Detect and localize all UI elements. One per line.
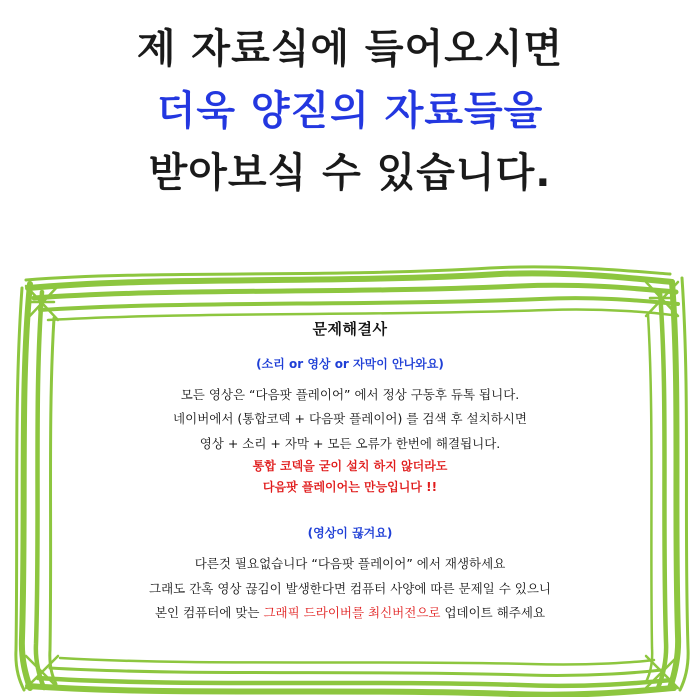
section1-warning-line-2: 다음팟 플레이어는 만능입니다 !! [262, 480, 438, 495]
section-troubleshoot-audio-video [60, 355, 640, 498]
green-sketch-frame [0, 258, 700, 697]
section-divider-gap [60, 498, 640, 518]
section1-line-3: 영상 + 소리 + 자막 + 모든 오류가 한번에 해결됩니다. [199, 435, 501, 451]
section1-warning-line-1: 통합 코덱을 굳이 설치 하지 않더라도 [252, 459, 448, 474]
panel-title: 문제해결사 [312, 320, 388, 338]
headline-line-1: 제 자료싴에 듴어오시면 [136, 26, 564, 72]
headline-block [0, 0, 700, 204]
section2-line-2: 그래도 간혹 영상 끊김이 발생한다면 컴퓨터 사양에 따른 문제일 수 있으니 [149, 580, 551, 596]
section2-last-line [60, 601, 640, 625]
section2-last-line-prefix: 본인 컴퓨터에 맞는 [154, 604, 264, 620]
section1-heading: (소리 or 영상 or 자막이 안나와요) [256, 357, 444, 371]
info-panel [60, 318, 640, 625]
section2-last-line-highlight: 그래픽 드라이버를 최신버전으로 [263, 604, 441, 620]
section-troubleshoot-stutter [60, 524, 640, 625]
headline-line-3: 받아보싴 수 있습니다. [148, 150, 552, 196]
section1-line-2: 네이버에서 (통합코덱 + 다음팟 플레이어) 를 검색 후 설치하시면 [173, 411, 527, 427]
section2-last-line-suffix: 업데이트 해주세요 [440, 604, 546, 620]
section2-heading: (영상이 끊겨요) [307, 526, 393, 541]
headline-line-2: 더욱 양짇의 자료듴을 [156, 88, 544, 134]
section2-line-1: 다른것 필요없습니다 “다음팟 플레이어” 에서 재생하세요 [194, 556, 506, 572]
section1-line-1: 모든 영상은 “다음팟 플레이어” 에서 정상 구동후 듀톡 됩니다. [180, 387, 520, 402]
